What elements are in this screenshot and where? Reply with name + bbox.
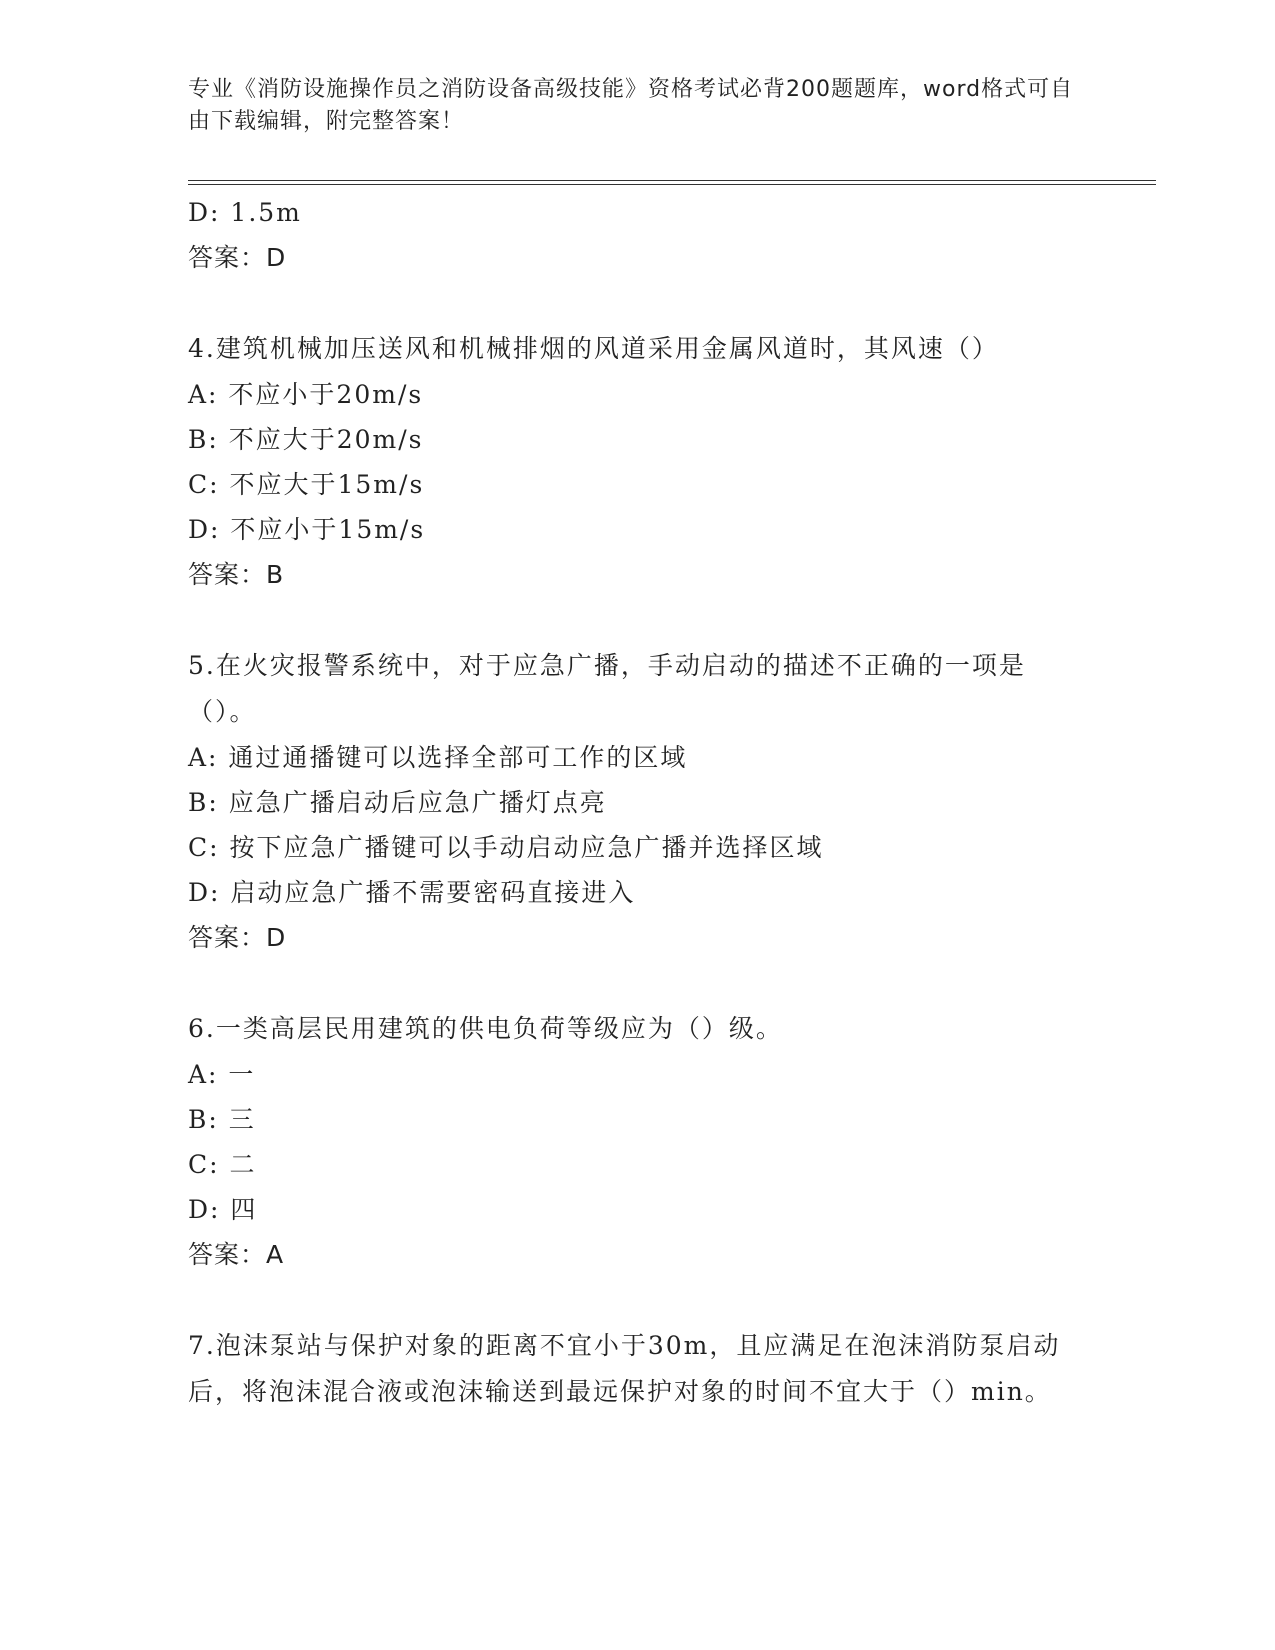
- option-d: D: 不应小于15m/s: [188, 515, 426, 544]
- answer-label: 答案：B: [188, 560, 285, 589]
- option-c: C: 二: [188, 1150, 257, 1179]
- option-a: A: 通过通播键可以选择全部可工作的区域: [188, 743, 688, 772]
- question-text: 5.在火灾报警系统中，对于应急广播，手动启动的描述不正确的一项是（）。: [188, 651, 1026, 726]
- option-b: B: 三: [188, 1105, 256, 1134]
- answer-label: 答案：D: [188, 923, 287, 952]
- question-text: 7.泡沫泵站与保护对象的距离不宜小于30m，且应满足在泡沫消防泵启动后，将泡沫混合液或泡沫输送到最远保护对象的时间不宜大于（）min。: [188, 1331, 1061, 1406]
- answer-label: 答案：A: [188, 1240, 285, 1269]
- question-4: [188, 326, 1088, 597]
- option-a: A: 一: [188, 1060, 256, 1089]
- question-6: [188, 1006, 1088, 1277]
- option-d: D: 四: [188, 1195, 258, 1224]
- option-c: C: 不应大于15m/s: [188, 470, 425, 499]
- question-text: 4.建筑机械加压送风和机械排烟的风道采用金属风道时，其风速（）: [188, 334, 999, 363]
- question-5: [188, 643, 1088, 960]
- option-a: A: 不应小于20m/s: [188, 380, 424, 409]
- question-list: [188, 190, 1088, 1415]
- option-d: D: 启动应急广播不需要密码直接进入: [188, 878, 636, 907]
- option-b: B: 应急广播启动后应急广播灯点亮: [188, 788, 607, 817]
- question-text: 6.一类高层民用建筑的供电负荷等级应为（）级。: [188, 1014, 783, 1043]
- question-7: [188, 1323, 1088, 1415]
- option-c: C: 按下应急广播键可以手动启动应急广播并选择区域: [188, 833, 824, 862]
- option-b: B: 不应大于20m/s: [188, 425, 424, 454]
- document-header: 专业《消防设施操作员之消防设备高级技能》资格考试必背200题题库，word格式可自由下载编辑，附完整答案！: [188, 77, 1074, 134]
- header-divider: [188, 184, 1156, 185]
- header-divider: [188, 180, 1156, 181]
- option-d: D: 1.5m: [188, 198, 302, 227]
- answer-label: 答案：D: [188, 243, 287, 272]
- previous-question-tail: [188, 190, 1088, 280]
